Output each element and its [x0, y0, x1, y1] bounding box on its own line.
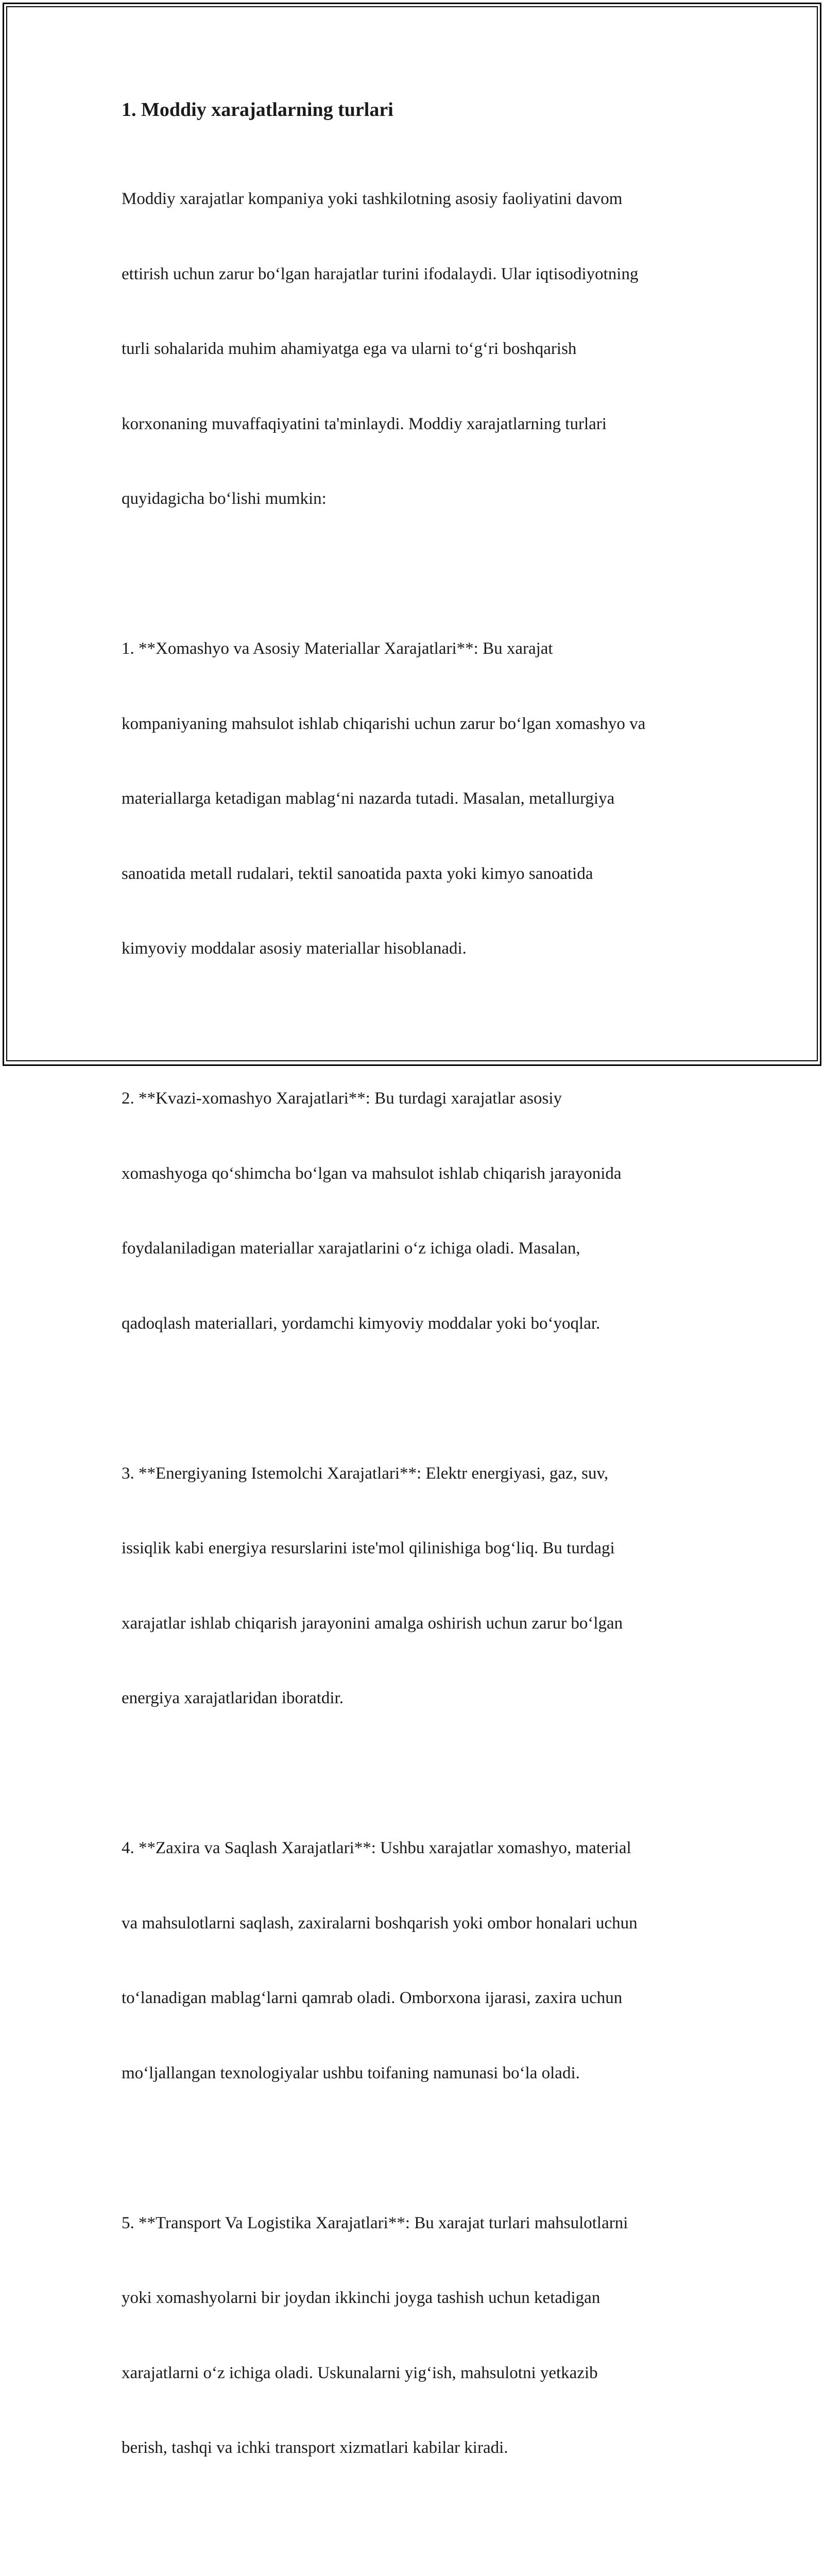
text-line: berish, tashqi va ichki transport xizmatlari kabilar kiradi. — [122, 2438, 508, 2457]
text-line: to‘lanadigan mablag‘larni qamrab oladi. Omborxona ijarasi, zaxira uchun — [122, 1989, 623, 2007]
list-item-3 — [122, 1411, 714, 1761]
text-line: xarajatlarni o‘z ichiga oladi. Uskunalarni yig‘ish, mahsulotni yetkazib — [122, 2363, 598, 2382]
text-line: issiqlik kabi energiya resurslarini iste'mol qilinishiga bog‘liq. Bu turdagi — [122, 1539, 615, 1557]
text-line: korxonaning muvaffaqiyatini ta'minlaydi. Moddiy xarajatlarning turlari — [122, 414, 607, 433]
text-line: energiya xarajatlaridan iboratdir. — [122, 1689, 344, 1707]
text-line: materiallarga ketadigan mablag‘ni nazarda tutadi. Masalan, metallurgiya — [122, 789, 615, 808]
section-heading: 1. Moddiy xarajatlarning turlari — [122, 99, 393, 121]
text-line: turli sohalarida muhim ahamiyatga ega va ularni to‘g‘ri boshqarish — [122, 340, 577, 358]
list-item-4 — [122, 1786, 714, 2136]
list-item-5 — [122, 2161, 714, 2511]
text-line: kompaniyaning mahsulot ishlab chiqarishi uchun zarur bo‘lgan xomashyo va — [122, 714, 646, 733]
document-body — [122, 95, 714, 2576]
text-line: 5. **Transport Va Logistika Xarajatlari**: Bu xarajat turlari mahsulotlarni — [122, 2213, 628, 2232]
text-line: qadoqlash materiallari, yordamchi kimyoviy moddalar yoki bo‘yoqlar. — [122, 1314, 600, 1333]
text-line: sanoatida metall rudalari, tektil sanoatida paxta yoki kimyo sanoatida — [122, 864, 593, 883]
text-line: xomashyoga qo‘shimcha bo‘lgan va mahsulot ishlab chiqarish jarayonida — [122, 1164, 622, 1183]
text-line: mo‘ljallangan texnologiyalar ushbu toifaning namunasi bo‘la oladi. — [122, 2063, 580, 2082]
intro-paragraph — [122, 137, 714, 562]
list-item-2 — [122, 1036, 714, 1386]
text-line: quyidagicha bo‘lishi mumkin: — [122, 489, 327, 508]
text-line: 2. **Kvazi-xomashyo Xarajatlari**: Bu turdagi xarajatlar asosiy — [122, 1089, 562, 1108]
text-line: va mahsulotlarni saqlash, zaxiralarni boshqarish yoki ombor honalari uchun — [122, 1913, 638, 1933]
text-line: ettirish uchun zarur bo‘lgan harajatlar turini ifodalaydi. Ular iqtisodiyotning — [122, 264, 639, 283]
text-line: Moddiy xarajatlar kompaniya yoki tashkilotning asosiy faoliyatini davom — [122, 190, 623, 208]
text-line: 1. **Xomashyo va Asosiy Materiallar Xarajatlari**: Bu xarajat — [122, 639, 553, 658]
text-line: 3. **Energiyaning Istemolchi Xarajatlari**: Elektr energiyasi, gaz, suv, — [122, 1464, 609, 1483]
text-line: kimyoviy moddalar asosiy materiallar hisoblanadi. — [122, 939, 467, 958]
text-line: yoki xomashyolarni bir joydan ikkinchi joyga tashish uchun ketadigan — [122, 2289, 600, 2307]
text-line: xarajatlar ishlab chiqarish jarayonini amalga oshirish uchun zarur bo‘lgan — [122, 1614, 623, 1633]
text-line: foydalaniladigan materiallar xarajatlarini o‘z ichiga oladi. Masalan, — [122, 1239, 580, 1258]
text-line: 4. **Zaxira va Saqlash Xarajatlari**: Ushbu xarajatlar xomashyo, material — [122, 1839, 631, 1857]
list-item-6 — [122, 2535, 714, 2576]
list-item-1 — [122, 586, 714, 1011]
